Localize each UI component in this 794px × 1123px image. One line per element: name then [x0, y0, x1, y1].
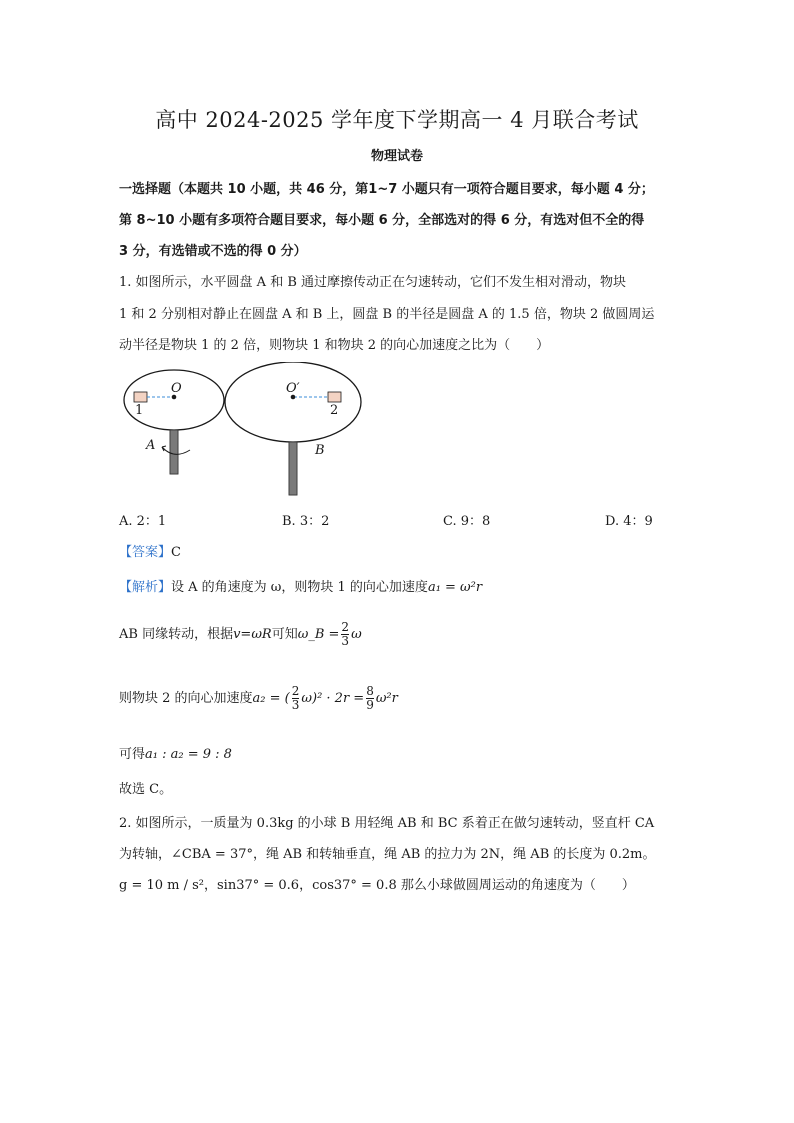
- label-1: 1: [135, 403, 144, 418]
- q1-figure: [118, 362, 378, 498]
- q1-option-a: A. 2：1: [119, 514, 167, 529]
- formula-2b-lhs: ω_B =: [297, 627, 340, 642]
- label-2: 2: [330, 403, 339, 418]
- fraction-2-3: $\frac{2}{3}$: [341, 620, 350, 648]
- q2-text-line3: g = 10 m / s²，sin37° = 0.6，cos37° = 0.8 那么小球做圆周运动的角速度为（ ）: [119, 878, 635, 893]
- formula-4: a₁ : a₂ = 9 : 8: [145, 747, 232, 762]
- fraction-2-3b: $\frac{2}{3}$: [291, 684, 300, 712]
- q1-option-c: C. 9：8: [443, 514, 491, 529]
- q1-analysis-line3: [119, 685, 679, 712]
- q1-analysis-line2: [119, 621, 679, 648]
- formula-1: a₁ = ω²r: [427, 580, 483, 595]
- label-o: O: [171, 381, 182, 396]
- analysis-text-2b: 可知: [271, 627, 298, 642]
- q1-text-line2: 1 和 2 分别相对静止在圆盘 A 和 B 上，圆盘 B 的半径是圆盘 A 的 1.5 倍，物块 2 做圆周运: [119, 307, 655, 322]
- q1-option-b: B. 3：2: [282, 514, 330, 529]
- block-2: [328, 392, 341, 402]
- analysis-text-1: 设 A 的角速度为 ω，则物块 1 的向心加速度: [171, 580, 428, 595]
- formula-3-tail: ω²r: [375, 691, 398, 706]
- label-a: A: [146, 438, 156, 453]
- section-instructions-line2: 第 8~10 小题有多项符合题目要求，每小题 6 分，全部选对的得 6 分，有选对但不全的得: [119, 213, 645, 228]
- q1-conclusion: 故选 C。: [119, 782, 173, 797]
- fraction-8-9: $\frac{8}{9}$: [366, 684, 374, 712]
- q2-text-line1: 2. 如图所示，一质量为 0.3kg 的小球 B 用轻绳 AB 和 BC 系着正在做匀速转动，竖直杆 CA: [119, 816, 655, 831]
- q1-option-d: D. 4：9: [605, 514, 653, 529]
- answer-tag: 【答案】: [119, 545, 172, 560]
- block-1: [134, 392, 147, 402]
- exam-subtitle: 物理试卷: [370, 149, 423, 164]
- formula-3-mid: ω)² · 2r =: [301, 691, 365, 706]
- analysis-text-3: 则物块 2 的向心加速度: [119, 691, 253, 706]
- q1-analysis-line4: [119, 743, 679, 762]
- q1-analysis-line1: [119, 576, 679, 595]
- formula-2a: v=ωR: [233, 627, 272, 642]
- q2-text-line2: 为转轴，∠CBA = 37°，绳 AB 和转轴垂直，绳 AB 的拉力为 2N，绳 AB 的长度为 0.2m。: [119, 847, 656, 862]
- answer-value: C: [171, 545, 181, 560]
- q1-answer-line: [119, 541, 679, 560]
- exam-title: 高中 2024-2025 学年度下学期高一 4 月联合考试: [155, 108, 639, 132]
- label-o2: O′: [286, 381, 300, 396]
- label-b: B: [315, 443, 325, 458]
- analysis-text-2: AB 同缘转动，根据: [119, 627, 234, 642]
- q1-text-line3: 动半径是物块 1 的 2 倍，则物块 1 和物块 2 的向心加速度之比为（ ）: [119, 338, 550, 353]
- formula-2b-tail: ω: [351, 627, 362, 642]
- section-instructions-line1: 一选择题（本题共 10 小题，共 46 分，第1~7 小题只有一项符合题目要求，每小题 4 分；: [119, 182, 654, 197]
- section-instructions-line3: 3 分，有选错或不选的得 0 分）: [119, 244, 307, 259]
- analysis-text-4: 可得: [119, 747, 146, 762]
- q1-text-line1: 1. 如图所示，水平圆盘 A 和 B 通过摩擦传动正在匀速转动，它们不发生相对滑动，物块: [119, 275, 627, 290]
- formula-3-lhs: a₂ = (: [252, 691, 290, 706]
- analysis-tag: 【解析】: [119, 580, 172, 595]
